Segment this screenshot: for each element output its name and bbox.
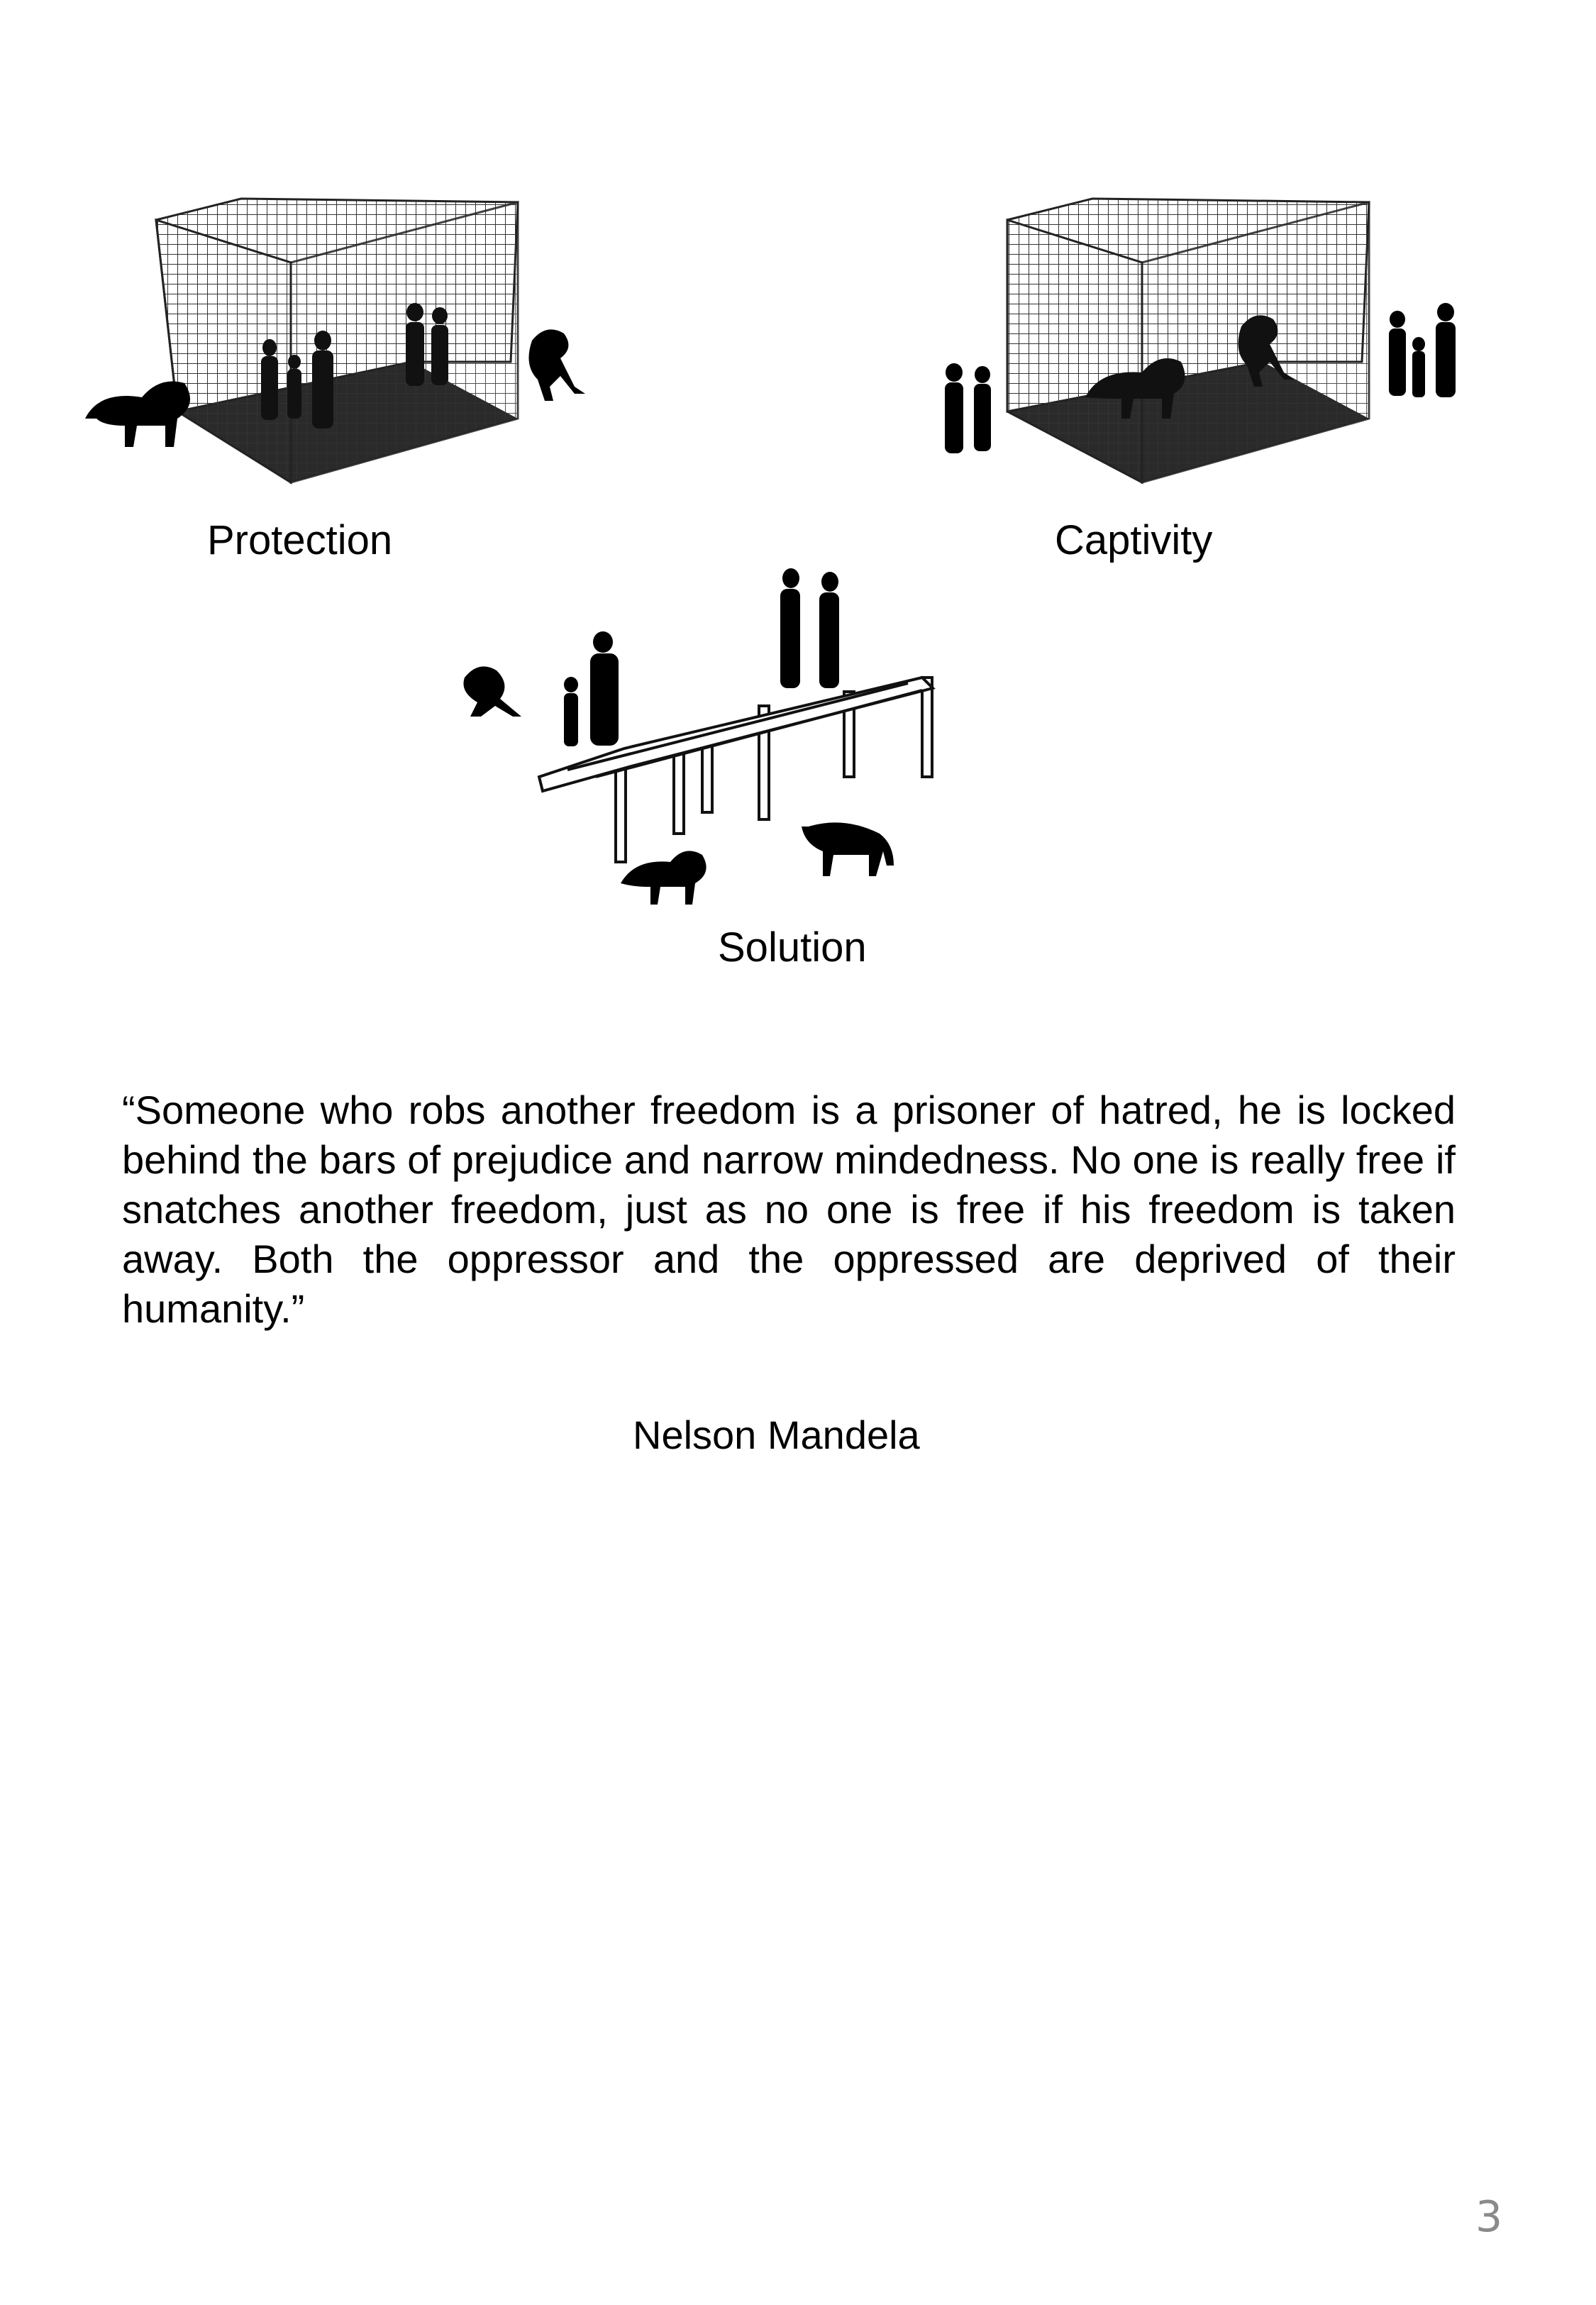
captivity-caption: Captivity: [1055, 517, 1213, 563]
cage-icon: [929, 184, 1483, 497]
cage-icon: [78, 184, 610, 497]
walkway-icon: [454, 564, 951, 912]
protection-caption: Protection: [207, 517, 393, 563]
protection-illustration: [78, 184, 610, 497]
quote-text: “Someone who robs another freedom is a prisoner of hatred, he is locked behind the bars of prejudice and narrow mindedness. No one is really free if snatches another freedom, just as no one is free if his freedom is taken away. Both the oppressor and the oppressed are deprived of their humanity.”: [122, 1088, 1456, 1331]
solution-illustration: [454, 564, 951, 912]
solution-caption: Solution: [718, 924, 867, 971]
quote-author: Nelson Mandela: [633, 1413, 920, 1457]
captivity-illustration: [929, 184, 1483, 497]
page-number: 3: [1475, 2192, 1503, 2242]
